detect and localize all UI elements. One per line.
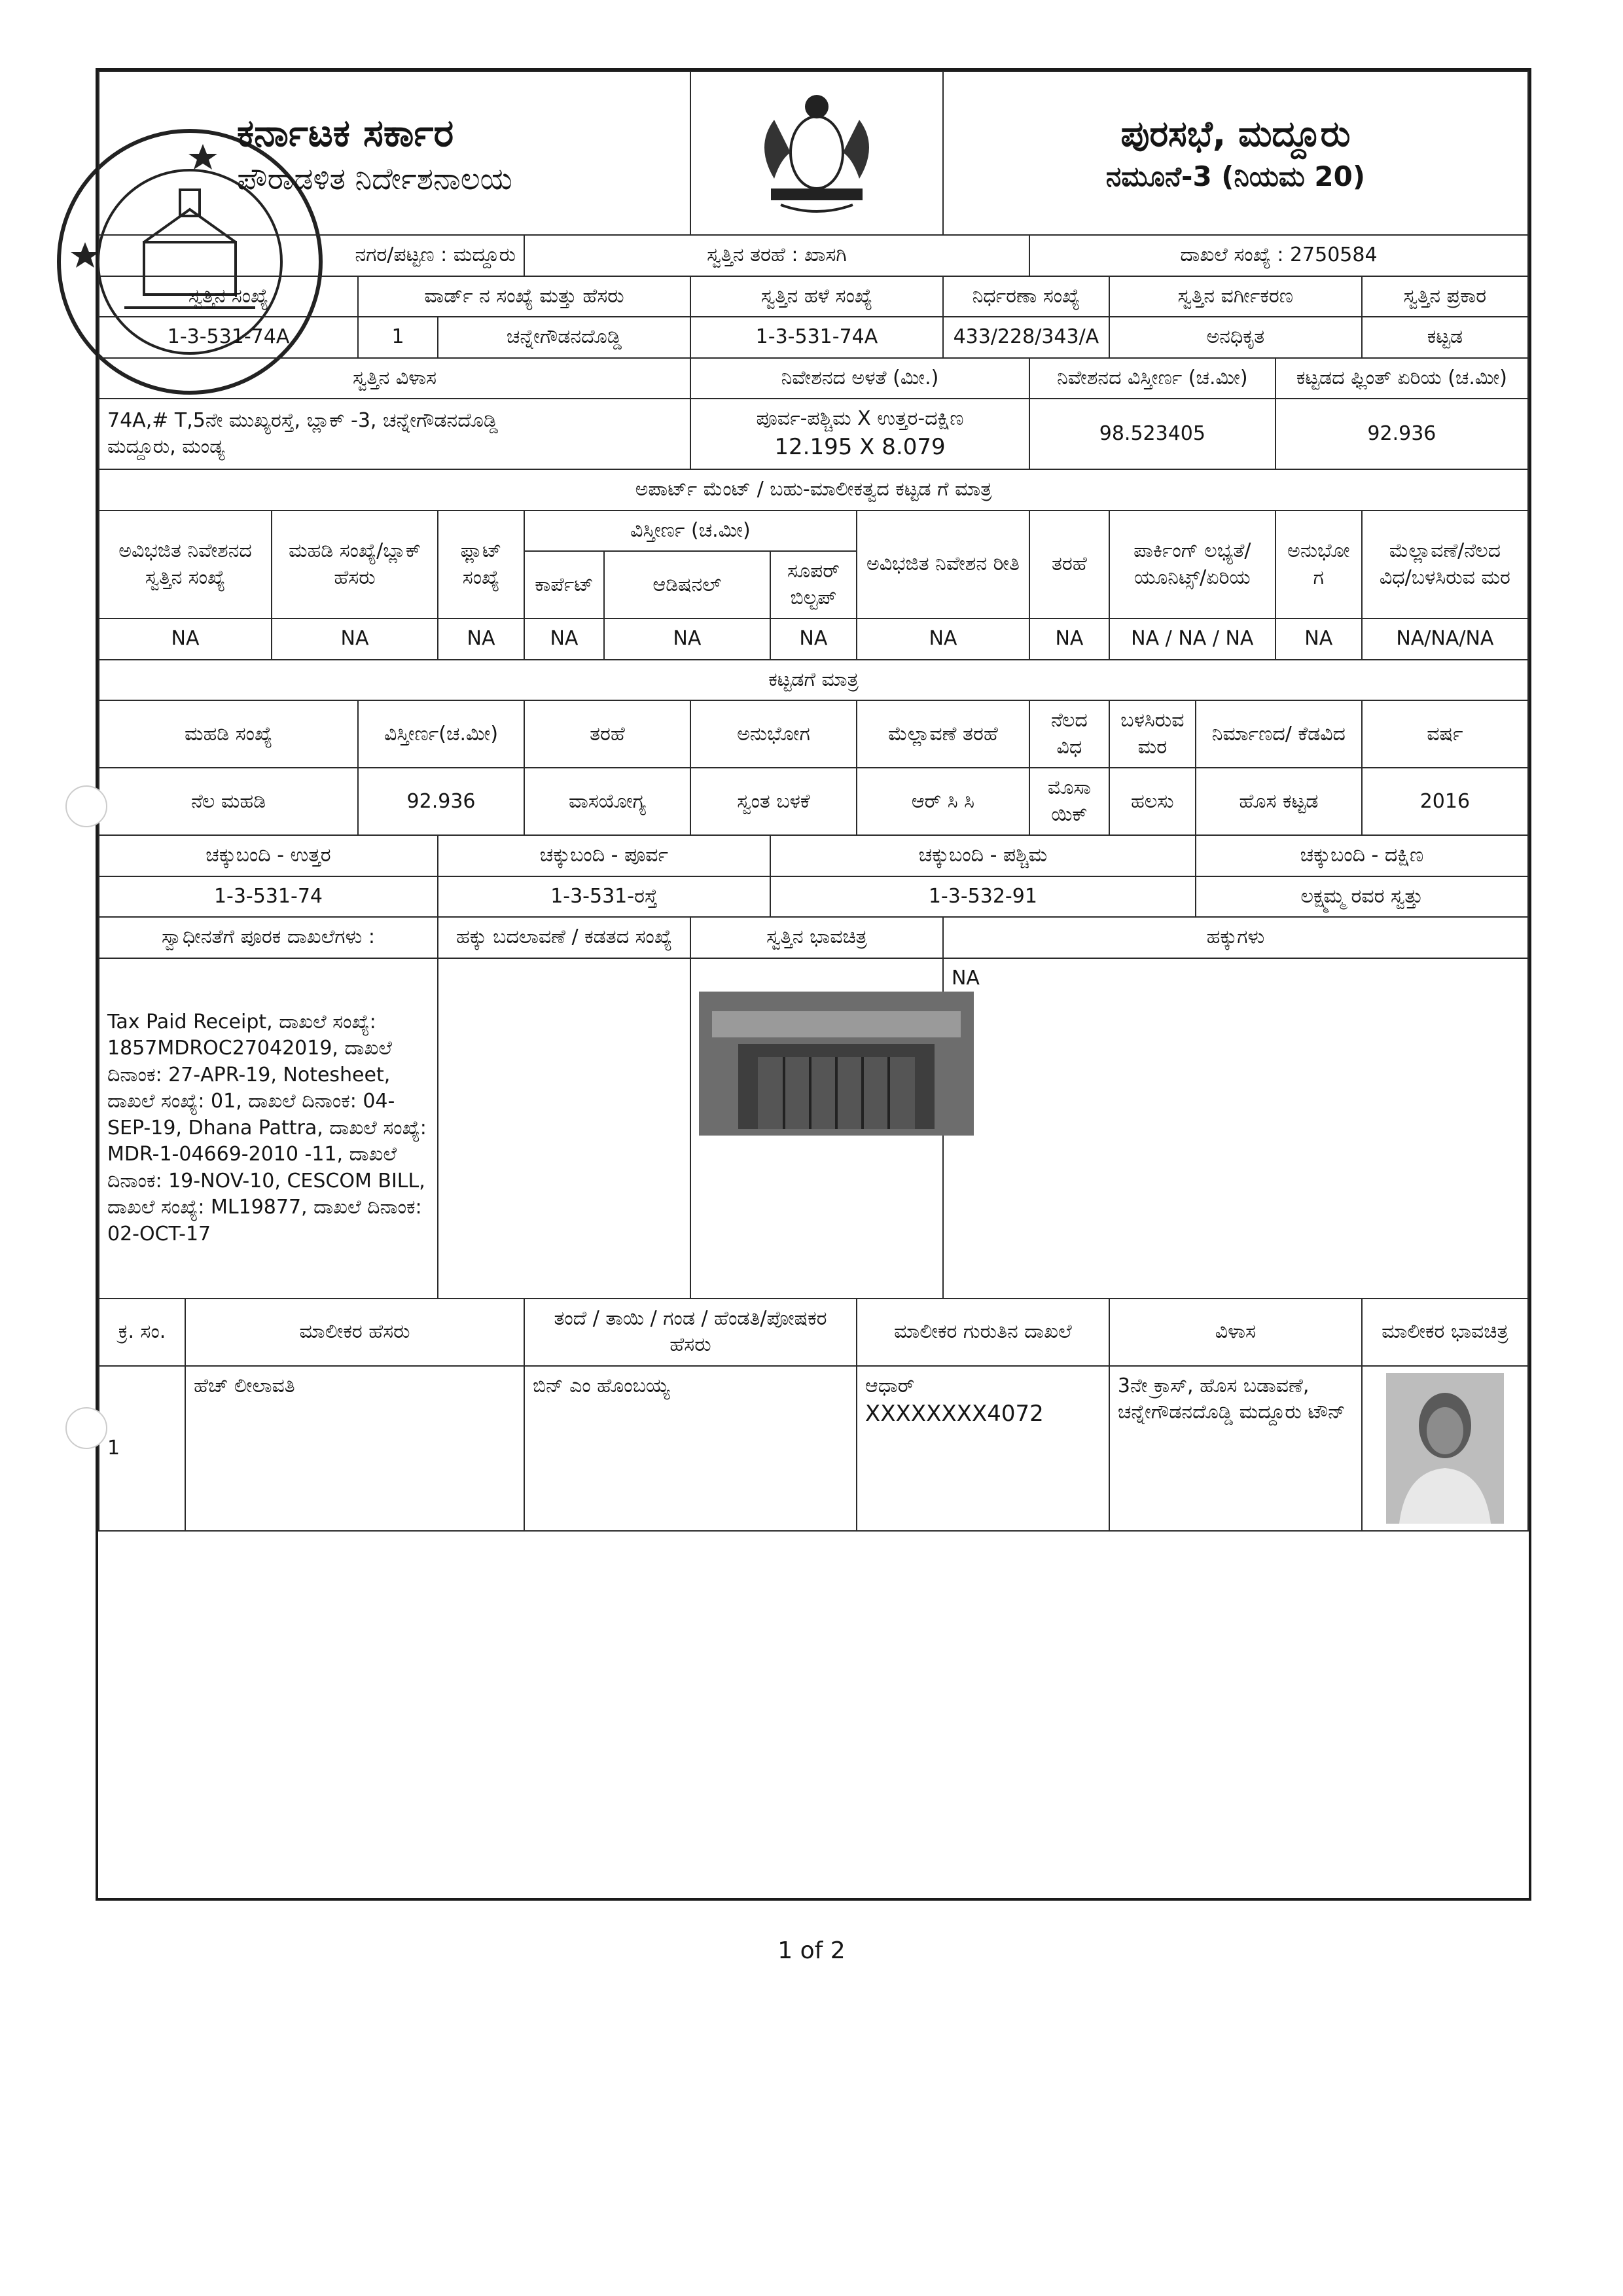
rights-change-header: ಹಕ್ಕು ಬದಲಾವಣೆ / ಕಡತದ ಸಂಖ್ಯೆ: [438, 917, 690, 958]
bld-header-wood: ಬಳಸಿರುವ ಮರ: [1109, 700, 1196, 768]
state-emblem-icon: [735, 81, 899, 218]
apt-header-undivided-no: ಅವಿಭಜಿತ ನಿವೇಶನದ ಸ್ವತ್ತಿನ ಸಂಖ್ಯೆ: [99, 511, 272, 619]
ward-name: ಚನ್ನೇಗೌಡನದೊಡ್ಡಿ: [438, 317, 690, 358]
site-dimension-label: ಪೂರ್ವ-ಪಶ್ಚಿಮ X ಉತ್ತರ-ದಕ್ಷಿಣ: [756, 407, 964, 430]
bld-header-kind: ತರಹೆ: [524, 700, 690, 768]
apartment-section-title: ಅಪಾರ್ಟ್ ಮೆಂಟ್ / ಬಹು-ಮಾಲೀಕತ್ವದ ಕಟ್ಟಡ ಗೆ ಮಾತ್ರ: [99, 469, 1528, 511]
bld-header-floor: ಮಹಡಿ ಸಂಖ್ಯೆ: [99, 700, 358, 768]
owner-photo-cell: [1362, 1366, 1528, 1531]
owner-relation-name: ಬಿನ್ ಎಂ ಹೊಂಬಯ್ಯ: [524, 1366, 857, 1531]
header-property-kind: ಸ್ವತ್ತಿನ ಪ್ರಕಾರ: [1362, 276, 1528, 317]
apt-header-kind: ತರಹೆ: [1029, 511, 1109, 619]
apt-value-undivided-type: NA: [857, 619, 1029, 660]
bld-value-wood: ಹಲಸು: [1109, 768, 1196, 835]
owner-header-name: ಮಾಲೀಕರ ಹೆಸರು: [185, 1299, 524, 1366]
bld-value-year: 2016: [1362, 768, 1528, 835]
bld-header-floor-type: ನೆಲದ ವಿಧ: [1029, 700, 1109, 768]
apt-value-additional: NA: [604, 619, 770, 660]
owner-header-address: ವಿಳಾಸ: [1109, 1299, 1362, 1366]
property-number: 1-3-531-74A: [99, 317, 358, 358]
emblem-cell: [690, 71, 943, 235]
site-dimension-value: 12.195 X 8.079: [774, 433, 946, 460]
header-address: ಸ್ವತ್ತಿನ ವಿಳಾಸ: [99, 358, 690, 399]
apt-value-floor: NA: [272, 619, 438, 660]
page-number: 1 of 2: [777, 1937, 846, 1964]
apt-header-parking: ಪಾರ್ಕಿಂಗ್ ಲಭ್ಯತೆ/ಯೂನಿಟ್ಸ್/ಏರಿಯ: [1109, 511, 1275, 619]
apt-value-carpet: NA: [524, 619, 604, 660]
ward-number: 1: [358, 317, 438, 358]
header-site-area: ನಿವೇಶನದ ವಿಸ್ತೀರ್ಣ (ಚ.ಮೀ): [1029, 358, 1275, 399]
apt-header-additional: ಆಡಿಷನಲ್: [604, 551, 770, 619]
owner-header-photo: ಮಾಲೀಕರ ಭಾವಚಿತ್ರ: [1362, 1299, 1528, 1366]
old-property-number: 1-3-531-74A: [690, 317, 943, 358]
property-photo-cell: [690, 958, 943, 1299]
apt-header-flat-no: ಫ್ಲಾಟ್ ಸಂಖ್ಯೆ: [438, 511, 524, 619]
apt-value-usage: NA: [1275, 619, 1362, 660]
boundary-south: ಲಕ್ಷ್ಮಮ್ಮ ರವರ ಸ್ವತ್ತು: [1196, 876, 1528, 918]
owner-address: 3ನೇ ಕ್ರಾಸ್, ಹೊಸ ಬಡಾವಣೆ, ಚನ್ನೇಗೌಡನದೊಡ್ಡಿ ಮದ್ದೂರು ಟೌನ್: [1109, 1366, 1362, 1531]
apt-header-undivided-type: ಅವಿಭಜಿತ ನಿವೇಶನ ರೀತಿ: [857, 511, 1029, 619]
property-type-field: ಸ್ವತ್ತಿನ ತರಹೆ : ಖಾಸಗಿ: [524, 235, 1029, 276]
bld-value-roof: ಆರ್ ಸಿ ಸಿ: [857, 768, 1029, 835]
apt-value-flat-no: NA: [438, 619, 524, 660]
form-number: ನಮೂನೆ-3 (ನಿಯಮ 20): [1105, 160, 1366, 193]
owner-header-relation: ತಂದೆ / ತಾಯಿ / ಗಂಡ / ಹೆಂಡತಿ/ಪೋಷಕರ ಹೆಸರು: [524, 1299, 857, 1366]
rights-change-number: [438, 958, 690, 1299]
property-address: [99, 399, 690, 469]
apt-header-roof-floor-wood: ಮೆಲ್ಲಾವಣೆ/ನೆಲದ ವಿಧ/ಬಳಸಿರುವ ಮರ: [1362, 511, 1528, 619]
boundary-header-west: ಚಕ್ಕುಬಂದಿ - ಪಶ್ಚಿಮ: [770, 835, 1196, 876]
bld-header-roof: ಮೆಲ್ಲಾವಣೆ ತರಹೆ: [857, 700, 1029, 768]
owner-header-id: ಮಾಲೀಕರ ಗುರುತಿನ ದಾಖಲೆ: [857, 1299, 1109, 1366]
rights-header: ಹಕ್ಕುಗಳು: [943, 917, 1528, 958]
site-area: 98.523405: [1029, 399, 1275, 469]
bld-value-area: 92.936: [358, 768, 524, 835]
header-classification: ಸ್ವತ್ತಿನ ವರ್ಗೀಕರಣ: [1109, 276, 1362, 317]
dept-name: ಪೌರಾಡಳಿತ ನಿರ್ದೇಶನಾಲಯ: [237, 161, 512, 197]
property-form-table: [98, 71, 1529, 1532]
assessment-number: 433/228/343/A: [943, 317, 1109, 358]
town-field: ನಗರ/ಪಟ್ಟಣ : ಮದ್ದೂರು: [99, 235, 524, 276]
bld-value-floor-type: ಮೊಸಾಯಿಕ್: [1029, 768, 1109, 835]
bld-header-usage: ಅನುಭೋಗ: [690, 700, 857, 768]
owner-header-serial: ಕ್ರ. ಸಂ.: [99, 1299, 185, 1366]
boundary-west: 1-3-532-91: [770, 876, 1196, 918]
boundary-north: 1-3-531-74: [99, 876, 438, 918]
bld-header-area: ವಿಸ್ತೀರ್ಣ(ಚ.ಮೀ): [358, 700, 524, 768]
bld-header-year: ವರ್ಷ: [1362, 700, 1528, 768]
apt-header-carpet: ಕಾರ್ಪೆಟ್: [524, 551, 604, 619]
building-section-title: ಕಟ್ಟಡಗೆ ಮಾತ್ರ: [99, 660, 1528, 701]
apt-header-area-group: ವಿಸ್ತೀರ್ಣ (ಚ.ಮೀ): [524, 511, 857, 552]
site-dimension: [690, 399, 1029, 469]
apt-value-parking: NA / NA / NA: [1109, 619, 1275, 660]
owner-photo: [1386, 1373, 1504, 1524]
header-ward: ವಾರ್ಡ್ ನ ಸಂಖ್ಯೆ ಮತ್ತು ಹೆಸರು: [358, 276, 690, 317]
apt-value-undivided-no: NA: [99, 619, 272, 660]
record-number-field: ದಾಖಲೆ ಸಂಖ್ಯೆ : 2750584: [1029, 235, 1528, 276]
punch-hole: [65, 1407, 107, 1449]
apt-value-super-builtup: NA: [770, 619, 857, 660]
property-address-line2: ಮದ್ದೂರು, ಮಂಡ್ಯ: [107, 435, 225, 459]
property-photo: [699, 992, 974, 1136]
docs-header: ಸ್ವಾಧೀನತೆಗೆ ಪೂರಕ ದಾಖಲೆಗಳು :: [99, 917, 438, 958]
rights-value: NA: [943, 958, 1528, 1299]
boundary-header-south: ಚಕ್ಕುಬಂದಿ - ದಕ್ಷಿಣ: [1196, 835, 1528, 876]
header-site-dimension: ನಿವೇಶನದ ಅಳತೆ (ಮೀ.): [690, 358, 1029, 399]
boundary-header-east: ಚಕ್ಕುಬಂದಿ - ಪೂರ್ವ: [438, 835, 770, 876]
owner-id: [857, 1366, 1109, 1531]
govt-name: ಕರ್ನಾಟಕ ಸರ್ಕಾರ: [237, 110, 454, 155]
supporting-documents: Tax Paid Receipt, ದಾಖಲೆ ಸಂಖ್ಯೆ: 1857MDROC27042019, ದಾಖಲೆ ದಿನಾಂಕ: 27-APR-19, Notesheet, ದಾಖಲೆ ಸಂಖ್ಯೆ: 01, ದಾಖಲೆ ದಿನಾಂಕ: 04-SEP-19, Dhana Pattra, ದಾಖಲೆ ಸಂಖ್ಯೆ: MDR-1-04669-2010 -11, ದಾಖಲೆ ದಿನಾಂಕ: 19-NOV-10, CESCOM BILL, ದಾಖಲೆ ಸಂಖ್ಯೆ: ML19877, ದಾಖಲೆ ದಿನಾಂಕ: 02-OCT-17: [99, 958, 438, 1299]
header-old-no: ಸ್ವತ್ತಿನ ಹಳೆ ಸಂಖ್ಯೆ: [690, 276, 943, 317]
header-property-no: ಸ್ವತ್ತಿನ ಸಂಖ್ಯೆ: [99, 276, 358, 317]
boundary-east: 1-3-531-ರಸ್ತೆ: [438, 876, 770, 918]
municipality-header-cell: [943, 71, 1528, 235]
property-photo-header: ಸ್ವತ್ತಿನ ಭಾವಚಿತ್ರ: [690, 917, 943, 958]
property-kind: ಕಟ್ಟಡ: [1362, 317, 1528, 358]
header-assessment-no: ನಿರ್ಧರಣಾ ಸಂಖ್ಯೆ: [943, 276, 1109, 317]
property-classification: ಅನಧಿಕೃತ: [1109, 317, 1362, 358]
owner-serial: 1: [99, 1366, 185, 1531]
bld-header-construction: ನಿರ್ಮಾಣದ/ ಕೆಡವಿದ: [1196, 700, 1362, 768]
bld-value-usage: ಸ್ವಂತ ಬಳಕೆ: [690, 768, 857, 835]
table-row: [99, 1366, 1528, 1531]
plinth-area: 92.936: [1275, 399, 1528, 469]
govt-header-cell: [99, 71, 690, 235]
apt-header-floor: ಮಹಡಿ ಸಂಖ್ಯೆ/ಬ್ಲಾಕ್ ಹೆಸರು: [272, 511, 438, 619]
bld-value-construction: ಹೊಸ ಕಟ್ಟಡ: [1196, 768, 1362, 835]
owner-name: ಹೆಚ್ ಲೀಲಾವತಿ: [185, 1366, 524, 1531]
apt-value-roof-floor-wood: NA/NA/NA: [1362, 619, 1528, 660]
property-form-sheet: [96, 68, 1531, 1901]
bld-value-kind: ವಾಸಯೋಗ್ಯ: [524, 768, 690, 835]
header-plinth-area: ಕಟ್ಟಡದ ಫ್ಲಿಂತ್ ಏರಿಯ (ಚ.ಮೀ): [1275, 358, 1528, 399]
owner-id-type: ಆಧಾರ್: [865, 1374, 915, 1397]
punch-hole: [65, 785, 107, 827]
apt-header-usage: ಅನುಭೋಗ: [1275, 511, 1362, 619]
municipality-name: ಪುರಸಭೆ, ಮದ್ದೂರು: [1120, 113, 1351, 155]
apt-value-kind: NA: [1029, 619, 1109, 660]
apt-header-super-builtup: ಸೂಪರ್ ಬಿಲ್ಟಪ್: [770, 551, 857, 619]
boundary-header-north: ಚಕ್ಕುಬಂದಿ - ಉತ್ತರ: [99, 835, 438, 876]
bld-value-floor: ನೆಲ ಮಹಡಿ: [99, 768, 358, 835]
property-address-line1: 74A,# T,5ನೇ ಮುಖ್ಯರಸ್ತೆ, ಬ್ಲಾಕ್ -3, ಚನ್ನೇಗೌಡನದೊಡ್ಡಿ: [107, 408, 499, 432]
owner-id-value: XXXXXXXX4072: [865, 1401, 1044, 1427]
